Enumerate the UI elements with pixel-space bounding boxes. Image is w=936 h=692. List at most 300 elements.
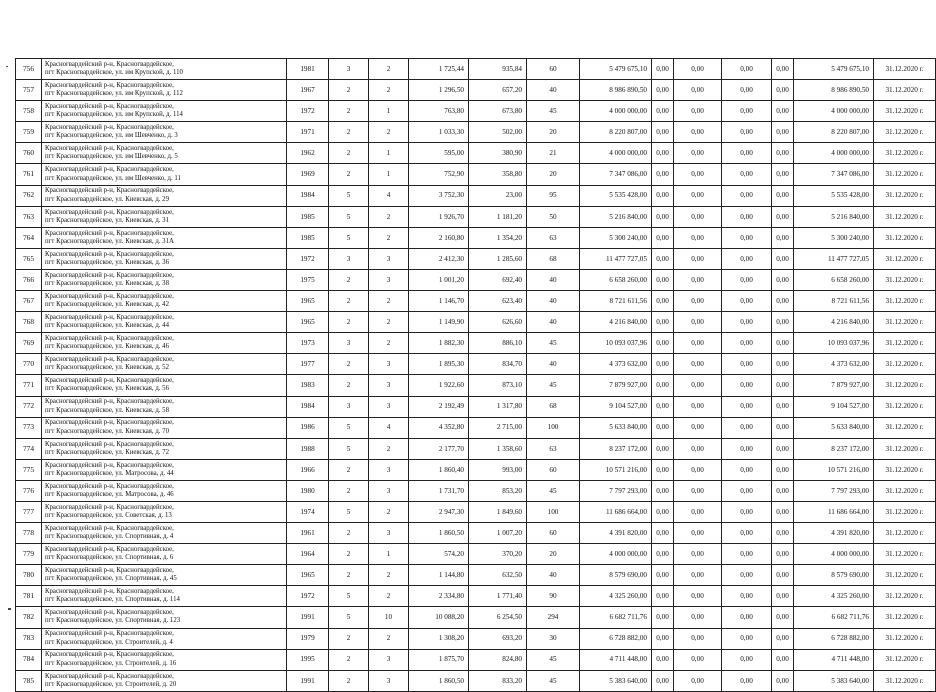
funds-federal-cell: 0,00 xyxy=(652,248,674,269)
funds-regional-cell: 0,00 xyxy=(674,649,722,670)
entrances-count-cell: 10 xyxy=(369,607,409,628)
entrances-count-cell: 3 xyxy=(369,670,409,691)
funds-other-cell: 0,00 xyxy=(772,480,794,501)
owner-funds-cell: 9 104 527,00 xyxy=(794,396,874,417)
address-cell xyxy=(42,333,287,354)
address-line-1: Красногвардейский р-н, Красногвардейское, xyxy=(45,335,174,343)
address-cell xyxy=(42,206,287,227)
owner-funds-cell: 10 093 037,96 xyxy=(794,333,874,354)
funds-regional-cell: 0,00 xyxy=(674,312,722,333)
address-line-1: Красногвардейский р-н, Красногвардейское, xyxy=(45,250,174,258)
total-area-cell: 1 860,50 xyxy=(409,523,469,544)
funds-regional-cell: 0,00 xyxy=(674,628,722,649)
owner-funds-cell: 11 477 727,05 xyxy=(794,248,874,269)
total-cost-cell: 5 383 640,00 xyxy=(580,670,652,691)
row-number-cell: 766 xyxy=(16,269,42,290)
total-cost-cell: 4 325 260,00 xyxy=(580,586,652,607)
funds-other-cell: 0,00 xyxy=(772,80,794,101)
address-line-2: пгт Красногвардейское, ул. Киевская, д. 72 xyxy=(45,448,169,456)
floors-count-cell: 3 xyxy=(329,248,369,269)
build-year-cell: 1977 xyxy=(287,354,329,375)
funds-federal-cell: 0,00 xyxy=(652,312,674,333)
address-line-2: пгт Красногвардейское, ул. им Шевченко, д. 3 xyxy=(45,132,178,140)
address-line-1: Красногвардейский р-н, Красногвардейское, xyxy=(45,271,174,279)
floors-count-cell: 2 xyxy=(329,122,369,143)
floors-count-cell: 5 xyxy=(329,185,369,206)
funds-local-cell: 0,00 xyxy=(722,649,772,670)
deadline-date-cell: 31.12.2020 г. xyxy=(874,649,936,670)
funds-regional-cell: 0,00 xyxy=(674,417,722,438)
address-cell xyxy=(42,354,287,375)
funds-local-cell: 0,00 xyxy=(722,417,772,438)
address-line-2: пгт Красногвардейское, ул. Киевская, д. 56 xyxy=(45,385,169,393)
floors-count-cell: 2 xyxy=(329,523,369,544)
deadline-date-cell: 31.12.2020 г. xyxy=(874,122,936,143)
funds-federal-cell: 0,00 xyxy=(652,396,674,417)
total-cost-cell: 4 373 632,00 xyxy=(580,354,652,375)
entrances-count-cell: 4 xyxy=(369,417,409,438)
deadline-date-cell: 31.12.2020 г. xyxy=(874,565,936,586)
build-year-cell: 1995 xyxy=(287,649,329,670)
row-number-cell: 784 xyxy=(16,649,42,670)
deadline-date-cell: 31.12.2020 г. xyxy=(874,544,936,565)
floors-count-cell: 5 xyxy=(329,586,369,607)
deadline-date-cell: 31.12.2020 г. xyxy=(874,459,936,480)
address-cell xyxy=(42,291,287,312)
deadline-date-cell: 31.12.2020 г. xyxy=(874,480,936,501)
floors-count-cell: 2 xyxy=(329,312,369,333)
funds-other-cell: 0,00 xyxy=(772,523,794,544)
address-line-1: Красногвардейский р-н, Красногвардейское, xyxy=(45,630,174,638)
build-year-cell: 1964 xyxy=(287,544,329,565)
floors-count-cell: 2 xyxy=(329,164,369,185)
table-row xyxy=(16,375,936,396)
total-area-cell: 4 352,80 xyxy=(409,417,469,438)
build-year-cell: 1971 xyxy=(287,122,329,143)
floors-count-cell: 5 xyxy=(329,501,369,522)
deadline-date-cell: 31.12.2020 г. xyxy=(874,417,936,438)
owner-funds-cell: 7 347 086,00 xyxy=(794,164,874,185)
funds-other-cell: 0,00 xyxy=(772,164,794,185)
deadline-date-cell: 31.12.2020 г. xyxy=(874,185,936,206)
table-row xyxy=(16,607,936,628)
residents-count-cell: 100 xyxy=(527,417,580,438)
total-cost-cell: 7 879 927,00 xyxy=(580,375,652,396)
owner-funds-cell: 11 686 664,00 xyxy=(794,501,874,522)
total-cost-cell: 7 797 293,00 xyxy=(580,480,652,501)
address-cell xyxy=(42,544,287,565)
funds-regional-cell: 0,00 xyxy=(674,333,722,354)
deadline-date-cell: 31.12.2020 г. xyxy=(874,501,936,522)
owner-funds-cell: 4 373 632,00 xyxy=(794,354,874,375)
owner-funds-cell: 4 000 000,00 xyxy=(794,544,874,565)
funds-other-cell: 0,00 xyxy=(772,628,794,649)
build-year-cell: 1991 xyxy=(287,607,329,628)
row-number-cell: 782 xyxy=(16,607,42,628)
residents-count-cell: 45 xyxy=(527,649,580,670)
total-area-cell: 1 926,70 xyxy=(409,206,469,227)
residents-count-cell: 63 xyxy=(527,438,580,459)
funds-regional-cell: 0,00 xyxy=(674,59,722,80)
funds-regional-cell: 0,00 xyxy=(674,354,722,375)
address-cell xyxy=(42,227,287,248)
residents-count-cell: 68 xyxy=(527,396,580,417)
row-number-cell: 783 xyxy=(16,628,42,649)
table-row xyxy=(16,59,936,80)
address-line-1: Красногвардейский р-н, Красногвардейское, xyxy=(45,524,174,532)
residents-count-cell: 294 xyxy=(527,607,580,628)
row-number-cell: 770 xyxy=(16,354,42,375)
funds-regional-cell: 0,00 xyxy=(674,501,722,522)
residents-count-cell: 20 xyxy=(527,164,580,185)
build-year-cell: 1974 xyxy=(287,501,329,522)
funds-regional-cell: 0,00 xyxy=(674,185,722,206)
build-year-cell: 1972 xyxy=(287,248,329,269)
floors-count-cell: 2 xyxy=(329,670,369,691)
scan-artifact xyxy=(6,66,8,67)
row-number-cell: 757 xyxy=(16,80,42,101)
address-line-2: пгт Красногвардейское, ул. Киевская, д. 46 xyxy=(45,343,169,351)
funds-local-cell: 0,00 xyxy=(722,375,772,396)
funds-federal-cell: 0,00 xyxy=(652,185,674,206)
owner-funds-cell: 4 711 448,00 xyxy=(794,649,874,670)
total-cost-cell: 7 347 086,00 xyxy=(580,164,652,185)
deadline-date-cell: 31.12.2020 г. xyxy=(874,333,936,354)
funds-other-cell: 0,00 xyxy=(772,101,794,122)
deadline-date-cell: 31.12.2020 г. xyxy=(874,375,936,396)
floors-count-cell: 2 xyxy=(329,480,369,501)
funds-local-cell: 0,00 xyxy=(722,586,772,607)
address-line-2: пгт Красногвардейское, ул. Спортивная, д. 6 xyxy=(45,554,174,562)
deadline-date-cell: 31.12.2020 г. xyxy=(874,586,936,607)
total-area-cell: 1 860,50 xyxy=(409,670,469,691)
address-cell xyxy=(42,143,287,164)
address-line-2: пгт Красногвардейское, ул. им Шевченко, д. 11 xyxy=(45,174,181,182)
address-cell xyxy=(42,185,287,206)
floors-count-cell: 2 xyxy=(329,649,369,670)
funds-federal-cell: 0,00 xyxy=(652,438,674,459)
entrances-count-cell: 2 xyxy=(369,501,409,522)
residents-count-cell: 20 xyxy=(527,122,580,143)
residential-area-cell: 1 007,20 xyxy=(469,523,527,544)
total-area-cell: 2 412,30 xyxy=(409,248,469,269)
floors-count-cell: 5 xyxy=(329,417,369,438)
entrances-count-cell: 3 xyxy=(369,248,409,269)
table-row xyxy=(16,480,936,501)
total-area-cell: 1 875,70 xyxy=(409,649,469,670)
residential-area-cell: 673,80 xyxy=(469,101,527,122)
total-area-cell: 1 033,30 xyxy=(409,122,469,143)
table-row xyxy=(16,185,936,206)
entrances-count-cell: 2 xyxy=(369,628,409,649)
table-row xyxy=(16,80,936,101)
funds-other-cell: 0,00 xyxy=(772,143,794,164)
floors-count-cell: 5 xyxy=(329,227,369,248)
owner-funds-cell: 7 797 293,00 xyxy=(794,480,874,501)
row-number-cell: 765 xyxy=(16,248,42,269)
total-cost-cell: 4 711 448,00 xyxy=(580,649,652,670)
entrances-count-cell: 1 xyxy=(369,544,409,565)
residents-count-cell: 20 xyxy=(527,544,580,565)
address-line-1: Красногвардейский р-н, Красногвардейское, xyxy=(45,377,174,385)
address-line-1: Красногвардейский р-н, Красногвардейское, xyxy=(45,588,174,596)
total-cost-cell: 5 216 840,00 xyxy=(580,206,652,227)
funds-federal-cell: 0,00 xyxy=(652,291,674,312)
funds-local-cell: 0,00 xyxy=(722,628,772,649)
funds-regional-cell: 0,00 xyxy=(674,586,722,607)
funds-federal-cell: 0,00 xyxy=(652,523,674,544)
funds-other-cell: 0,00 xyxy=(772,206,794,227)
row-number-cell: 767 xyxy=(16,291,42,312)
address-cell xyxy=(42,459,287,480)
address-line-1: Красногвардейский р-н, Красногвардейское, xyxy=(45,609,174,617)
total-area-cell: 1 001,20 xyxy=(409,269,469,290)
table-row xyxy=(16,312,936,333)
funds-local-cell: 0,00 xyxy=(722,269,772,290)
residents-count-cell: 90 xyxy=(527,586,580,607)
funds-regional-cell: 0,00 xyxy=(674,544,722,565)
address-line-2: пгт Красногвардейское, ул. Советская, д. 13 xyxy=(45,512,172,520)
address-line-1: Красногвардейский р-н, Красногвардейское, xyxy=(45,356,174,364)
build-year-cell: 1973 xyxy=(287,333,329,354)
residents-count-cell: 40 xyxy=(527,291,580,312)
funds-regional-cell: 0,00 xyxy=(674,459,722,480)
funds-regional-cell: 0,00 xyxy=(674,565,722,586)
funds-local-cell: 0,00 xyxy=(722,59,772,80)
floors-count-cell: 2 xyxy=(329,269,369,290)
build-year-cell: 1967 xyxy=(287,80,329,101)
funds-regional-cell: 0,00 xyxy=(674,269,722,290)
funds-other-cell: 0,00 xyxy=(772,375,794,396)
row-number-cell: 779 xyxy=(16,544,42,565)
residential-area-cell: 657,20 xyxy=(469,80,527,101)
owner-funds-cell: 5 633 840,00 xyxy=(794,417,874,438)
table-row xyxy=(16,206,936,227)
funds-other-cell: 0,00 xyxy=(772,59,794,80)
owner-funds-cell: 4 000 000,00 xyxy=(794,101,874,122)
address-line-1: Красногвардейский р-н, Красногвардейское, xyxy=(45,419,174,427)
total-cost-cell: 11 477 727,05 xyxy=(580,248,652,269)
owner-funds-cell: 4 000 000,00 xyxy=(794,143,874,164)
deadline-date-cell: 31.12.2020 г. xyxy=(874,59,936,80)
deadline-date-cell: 31.12.2020 г. xyxy=(874,143,936,164)
floors-count-cell: 2 xyxy=(329,628,369,649)
residents-count-cell: 30 xyxy=(527,628,580,649)
funds-other-cell: 0,00 xyxy=(772,291,794,312)
funds-other-cell: 0,00 xyxy=(772,122,794,143)
funds-regional-cell: 0,00 xyxy=(674,396,722,417)
address-cell xyxy=(42,649,287,670)
floors-count-cell: 2 xyxy=(329,101,369,122)
address-line-2: пгт Красногвардейское, ул. Киевская, д. 42 xyxy=(45,301,169,309)
floors-count-cell: 2 xyxy=(329,459,369,480)
residential-area-cell: 833,20 xyxy=(469,670,527,691)
build-year-cell: 1991 xyxy=(287,670,329,691)
address-line-2: пгт Красногвардейское, ул. им Крупской, д. 112 xyxy=(45,90,183,98)
funds-regional-cell: 0,00 xyxy=(674,480,722,501)
address-cell xyxy=(42,607,287,628)
funds-federal-cell: 0,00 xyxy=(652,375,674,396)
residents-count-cell: 45 xyxy=(527,333,580,354)
total-cost-cell: 11 686 664,00 xyxy=(580,501,652,522)
table-row xyxy=(16,565,936,586)
total-cost-cell: 10 093 037,96 xyxy=(580,333,652,354)
address-line-1: Красногвардейский р-н, Красногвардейское, xyxy=(45,313,174,321)
table-row xyxy=(16,164,936,185)
funds-federal-cell: 0,00 xyxy=(652,164,674,185)
funds-federal-cell: 0,00 xyxy=(652,354,674,375)
address-line-2: пгт Красногвардейское, ул. Киевская, д. 52 xyxy=(45,364,169,372)
address-cell xyxy=(42,480,287,501)
funds-federal-cell: 0,00 xyxy=(652,670,674,691)
residential-area-cell: 993,00 xyxy=(469,459,527,480)
address-cell xyxy=(42,438,287,459)
address-cell xyxy=(42,122,287,143)
funds-regional-cell: 0,00 xyxy=(674,80,722,101)
address-line-2: пгт Красногвардейское, ул. им Крупской, д. 110 xyxy=(45,69,183,77)
build-year-cell: 1984 xyxy=(287,185,329,206)
owner-funds-cell: 7 879 927,00 xyxy=(794,375,874,396)
funds-regional-cell: 0,00 xyxy=(674,607,722,628)
residential-area-cell: 358,80 xyxy=(469,164,527,185)
entrances-count-cell: 3 xyxy=(369,354,409,375)
build-year-cell: 1985 xyxy=(287,206,329,227)
deadline-date-cell: 31.12.2020 г. xyxy=(874,206,936,227)
floors-count-cell: 2 xyxy=(329,544,369,565)
build-year-cell: 1988 xyxy=(287,438,329,459)
total-area-cell: 1 308,20 xyxy=(409,628,469,649)
funds-local-cell: 0,00 xyxy=(722,312,772,333)
row-number-cell: 775 xyxy=(16,459,42,480)
total-cost-cell: 9 104 527,00 xyxy=(580,396,652,417)
funds-regional-cell: 0,00 xyxy=(674,248,722,269)
build-year-cell: 1965 xyxy=(287,565,329,586)
deadline-date-cell: 31.12.2020 г. xyxy=(874,312,936,333)
residents-count-cell: 45 xyxy=(527,670,580,691)
residents-count-cell: 63 xyxy=(527,227,580,248)
entrances-count-cell: 2 xyxy=(369,291,409,312)
funds-federal-cell: 0,00 xyxy=(652,565,674,586)
floors-count-cell: 5 xyxy=(329,607,369,628)
address-line-1: Красногвардейский р-н, Красногвардейское, xyxy=(45,81,174,89)
address-cell xyxy=(42,396,287,417)
table-row xyxy=(16,438,936,459)
address-cell xyxy=(42,59,287,80)
residents-count-cell: 40 xyxy=(527,565,580,586)
residential-area-cell: 1 181,20 xyxy=(469,206,527,227)
residential-area-cell: 1 849,60 xyxy=(469,501,527,522)
total-cost-cell: 10 571 216,00 xyxy=(580,459,652,480)
build-year-cell: 1969 xyxy=(287,164,329,185)
total-cost-cell: 5 633 840,00 xyxy=(580,417,652,438)
deadline-date-cell: 31.12.2020 г. xyxy=(874,523,936,544)
total-area-cell: 1 296,50 xyxy=(409,80,469,101)
funds-other-cell: 0,00 xyxy=(772,586,794,607)
total-area-cell: 1 882,30 xyxy=(409,333,469,354)
total-area-cell: 10 088,20 xyxy=(409,607,469,628)
funds-other-cell: 0,00 xyxy=(772,185,794,206)
address-line-2: пгт Красногвардейское, ул. Спортивная, д. 123 xyxy=(45,617,181,625)
owner-funds-cell: 5 216 840,00 xyxy=(794,206,874,227)
address-line-1: Красногвардейский р-н, Красногвардейское, xyxy=(45,292,174,300)
row-number-cell: 763 xyxy=(16,206,42,227)
deadline-date-cell: 31.12.2020 г. xyxy=(874,248,936,269)
residents-count-cell: 60 xyxy=(527,459,580,480)
funds-local-cell: 0,00 xyxy=(722,101,772,122)
residents-count-cell: 40 xyxy=(527,354,580,375)
floors-count-cell: 3 xyxy=(329,333,369,354)
table-row xyxy=(16,269,936,290)
funds-federal-cell: 0,00 xyxy=(652,122,674,143)
address-line-1: Красногвардейский р-н, Красногвардейское, xyxy=(45,229,174,237)
funds-other-cell: 0,00 xyxy=(772,248,794,269)
address-line-1: Красногвардейский р-н, Красногвардейское, xyxy=(45,651,174,659)
total-cost-cell: 6 728 882,00 xyxy=(580,628,652,649)
funds-other-cell: 0,00 xyxy=(772,312,794,333)
funds-local-cell: 0,00 xyxy=(722,164,772,185)
address-line-1: Красногвардейский р-н, Красногвардейское, xyxy=(45,546,174,553)
entrances-count-cell: 3 xyxy=(369,396,409,417)
row-number-cell: 768 xyxy=(16,312,42,333)
build-year-cell: 1962 xyxy=(287,143,329,164)
funds-other-cell: 0,00 xyxy=(772,649,794,670)
funds-federal-cell: 0,00 xyxy=(652,143,674,164)
floors-count-cell: 5 xyxy=(329,206,369,227)
funds-other-cell: 0,00 xyxy=(772,227,794,248)
address-cell xyxy=(42,375,287,396)
funds-local-cell: 0,00 xyxy=(722,227,772,248)
entrances-count-cell: 3 xyxy=(369,523,409,544)
total-area-cell: 1 144,80 xyxy=(409,565,469,586)
address-cell xyxy=(42,628,287,649)
residential-area-cell: 502,00 xyxy=(469,122,527,143)
residential-area-cell: 1 358,60 xyxy=(469,438,527,459)
funds-regional-cell: 0,00 xyxy=(674,375,722,396)
deadline-date-cell: 31.12.2020 г. xyxy=(874,628,936,649)
residents-count-cell: 40 xyxy=(527,80,580,101)
address-line-1: Красногвардейский р-н, Красногвардейское, xyxy=(45,482,174,490)
funds-other-cell: 0,00 xyxy=(772,544,794,565)
address-line-2: пгт Красногвардейское, ул. Киевская, д. 31 xyxy=(45,216,169,224)
address-line-1: Красногвардейский р-н, Красногвардейское, xyxy=(45,398,174,406)
deadline-date-cell: 31.12.2020 г. xyxy=(874,670,936,691)
entrances-count-cell: 2 xyxy=(369,438,409,459)
total-cost-cell: 4 391 820,00 xyxy=(580,523,652,544)
address-cell xyxy=(42,670,287,691)
residential-area-cell: 23,00 xyxy=(469,185,527,206)
entrances-count-cell: 2 xyxy=(369,227,409,248)
total-cost-cell: 6 682 711,76 xyxy=(580,607,652,628)
address-line-1: Красногвардейский р-н, Красногвардейское, xyxy=(45,166,174,174)
funds-federal-cell: 0,00 xyxy=(652,628,674,649)
build-year-cell: 1985 xyxy=(287,227,329,248)
floors-count-cell: 2 xyxy=(329,375,369,396)
row-number-cell: 762 xyxy=(16,185,42,206)
residents-count-cell: 95 xyxy=(527,185,580,206)
floors-count-cell: 2 xyxy=(329,354,369,375)
residential-area-cell: 632,50 xyxy=(469,565,527,586)
funds-local-cell: 0,00 xyxy=(722,459,772,480)
total-cost-cell: 8 220 807,00 xyxy=(580,122,652,143)
funds-federal-cell: 0,00 xyxy=(652,333,674,354)
deadline-date-cell: 31.12.2020 г. xyxy=(874,101,936,122)
funds-regional-cell: 0,00 xyxy=(674,101,722,122)
address-line-1: Красногвардейский р-н, Красногвардейское, xyxy=(45,103,174,111)
residential-area-cell: 2 715,00 xyxy=(469,417,527,438)
residential-area-cell: 935,84 xyxy=(469,59,527,80)
residential-area-cell: 834,70 xyxy=(469,354,527,375)
table-row xyxy=(16,291,936,312)
